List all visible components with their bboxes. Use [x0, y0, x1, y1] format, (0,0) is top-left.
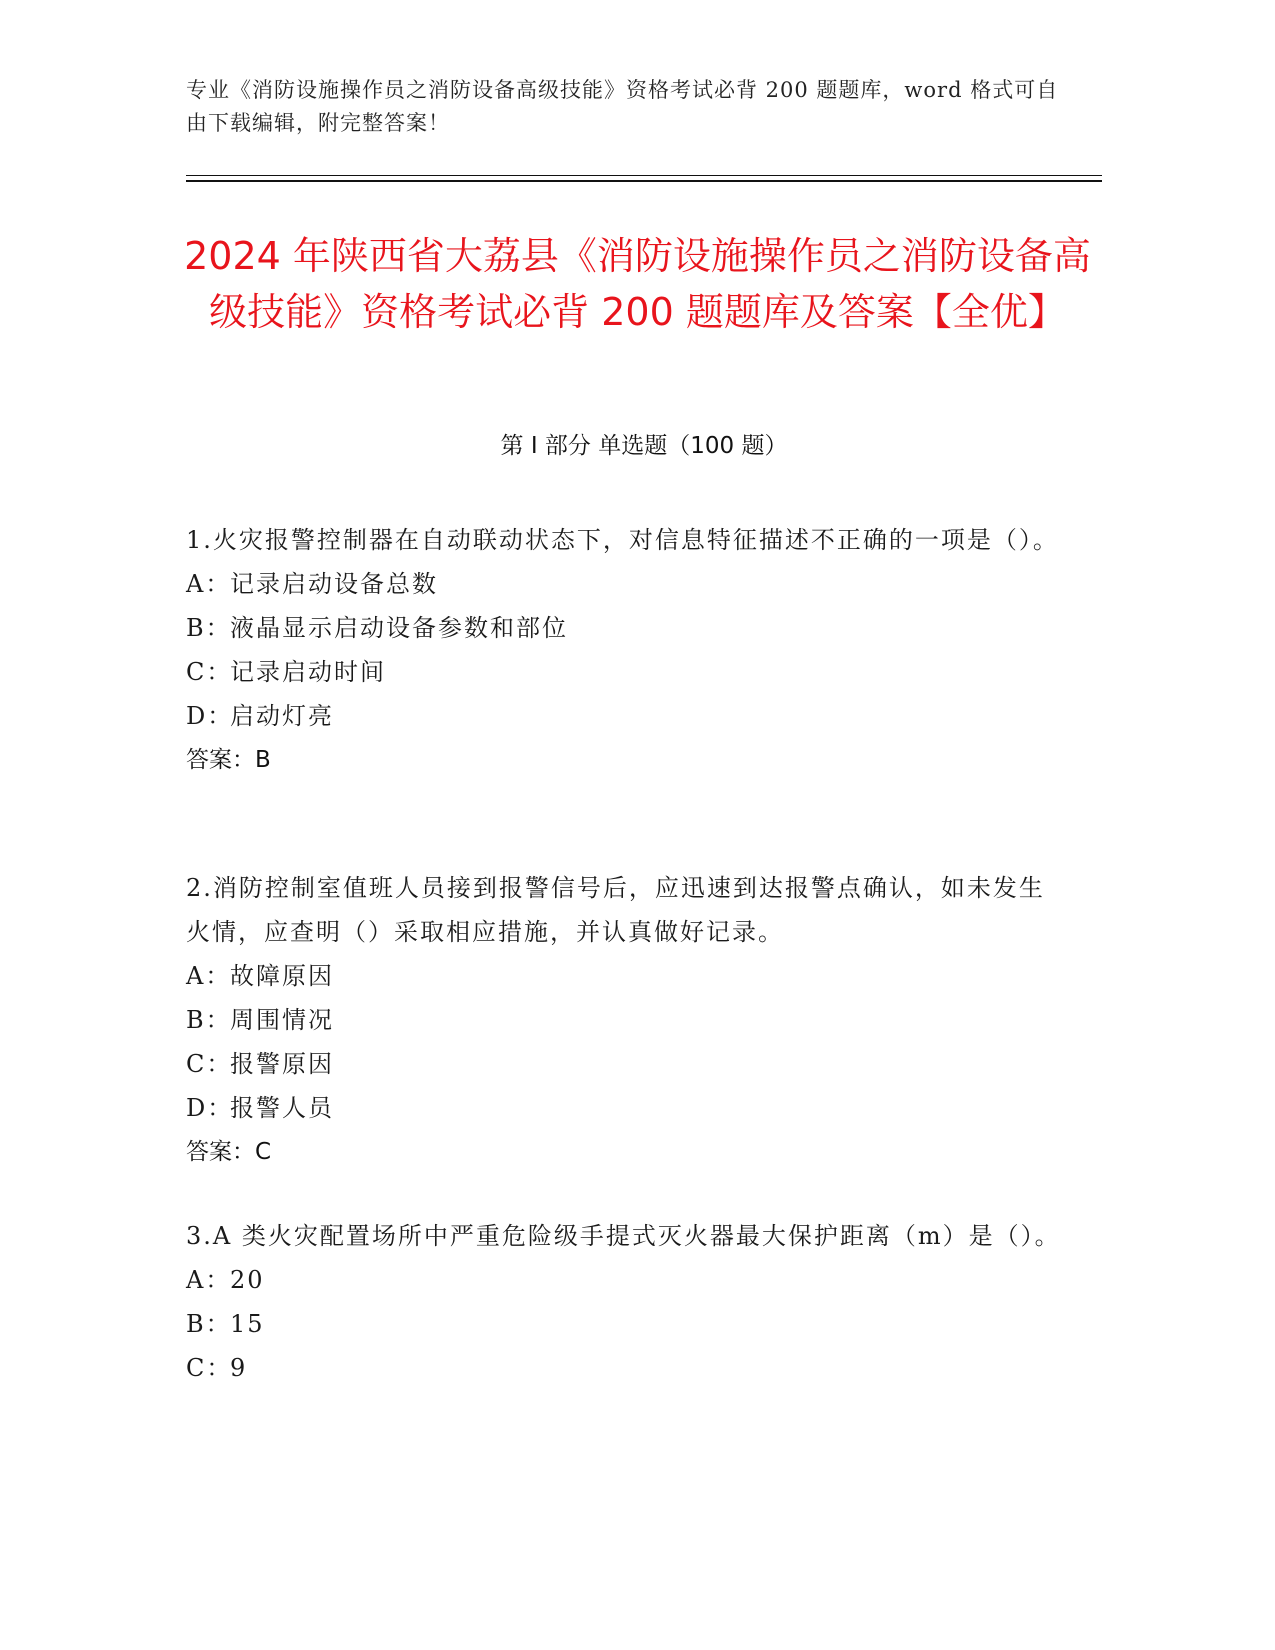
option-label: B： [186, 1006, 232, 1034]
option-label: D： [186, 702, 234, 730]
option-label: C： [186, 1354, 233, 1382]
question-1 [186, 518, 1066, 782]
option-text: 记录启动时间 [230, 658, 386, 686]
option-label: C： [186, 1050, 233, 1078]
option-text: 液晶显示启动设备参数和部位 [230, 614, 568, 642]
option-text: 20 [230, 1266, 265, 1294]
option-d [186, 1086, 1066, 1130]
answer: 答案：C [186, 1139, 272, 1165]
question-3 [186, 1214, 1066, 1390]
section-heading: 第 I 部分 单选题（100 题） [500, 433, 788, 459]
option-text: 启动灯亮 [230, 702, 334, 730]
option-text: 记录启动设备总数 [230, 570, 438, 598]
option-a [186, 1258, 1066, 1302]
option-label: A： [186, 1266, 232, 1294]
option-label: B： [186, 614, 232, 642]
option-b [186, 606, 1066, 650]
question-2 [186, 866, 1066, 1174]
option-a [186, 562, 1066, 606]
option-label: D： [186, 1094, 234, 1122]
option-text: 周围情况 [230, 1006, 334, 1034]
option-c [186, 1042, 1066, 1086]
option-a [186, 954, 1066, 998]
document-intro: 专业《消防设施操作员之消防设备高级技能》资格考试必背 200 题题库，word 格式可自由下载编辑，附完整答案！ [186, 78, 1059, 135]
option-text: 9 [230, 1354, 248, 1382]
option-b [186, 998, 1066, 1042]
option-label: C： [186, 658, 233, 686]
header-divider-thick [186, 180, 1102, 182]
option-c [186, 1346, 1066, 1390]
answer: 答案：B [186, 747, 271, 773]
question-stem: 2.消防控制室值班人员接到报警信号后，应迅速到达报警点确认，如未发生火情，应查明（）采取相应措施，并认真做好记录。 [186, 874, 1045, 946]
option-c [186, 650, 1066, 694]
option-text: 15 [230, 1310, 265, 1338]
document-title: 2024 年陕西省大荔县《消防设施操作员之消防设备高级技能》资格考试必背 200 题题库及答案【全优】 [184, 234, 1091, 334]
header-divider-thin [186, 175, 1102, 176]
option-label: A： [186, 962, 232, 990]
option-text: 故障原因 [230, 962, 334, 990]
option-b [186, 1302, 1066, 1346]
option-label: B： [186, 1310, 232, 1338]
option-d [186, 694, 1066, 738]
question-stem: 1.火灾报警控制器在自动联动状态下，对信息特征描述不正确的一项是（）。 [186, 526, 1059, 554]
option-text: 报警原因 [230, 1050, 334, 1078]
option-text: 报警人员 [230, 1094, 334, 1122]
option-label: A： [186, 570, 232, 598]
question-stem: 3.A 类火灾配置场所中严重危险级手提式灭火器最大保护距离（m）是（）。 [186, 1222, 1061, 1250]
